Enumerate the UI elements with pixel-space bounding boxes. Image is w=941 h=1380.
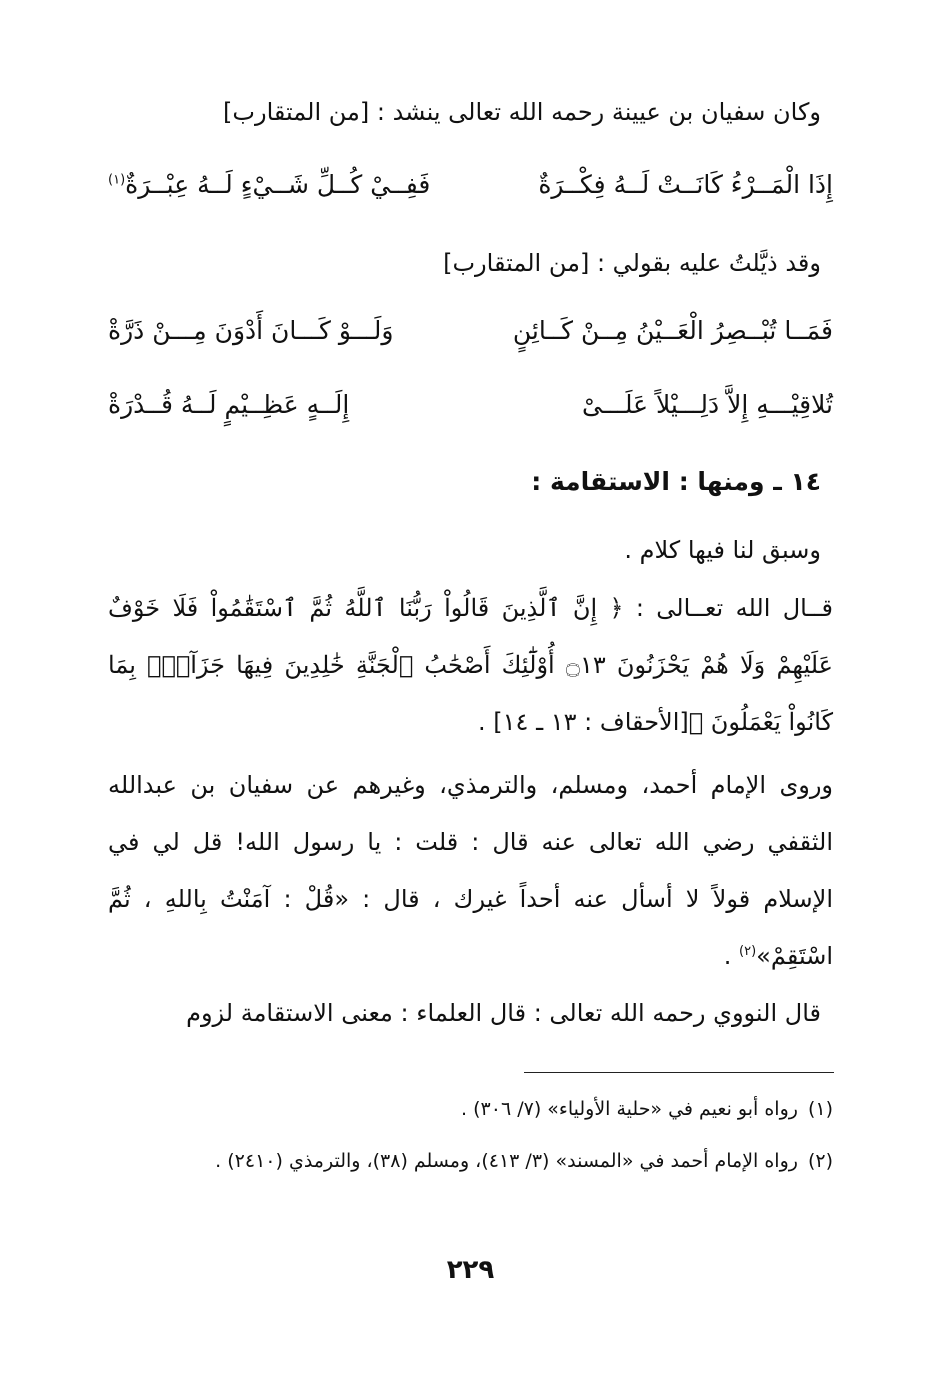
verse-1-first-text: إِذَا الْمَــرْءُ كَانَــتْ لَــهُ فِكْــرَةٌ: [538, 170, 833, 199]
section-heading: ١٤ ـ ومنها : الاستقامة :: [531, 467, 821, 496]
page-number: ٢٢٩: [446, 1255, 495, 1285]
verse-3: [108, 380, 833, 430]
footnote-1-text: رواه أبو نعيم في «حلية الأولياء» (٧/ ٣٠٦) .: [461, 1098, 798, 1120]
verse-2: [108, 306, 833, 356]
hadith-text: وروى الإمام أحمد، ومسلم، والترمذي، وغيرهم عن سفيان بن عبدالله الثقفي رضي الله تعالى عنه قال : قلت : يا رسول الله! قل لي في الإسلام قولاً لا أسأل عنه أحداً غيرك ، قال : «قُلْ : آمَنْتُ بِاللهِ ، ثُمَّ اسْتَقِمْ»: [108, 771, 833, 970]
quran-verse: ﴿ إِنَّ ٱلَّذِينَ قَالُواْ رَبُّنَا ٱللَّهُ ثُمَّ ٱسْتَقَٰمُواْ فَلَا خَوْفٌ عَلَيْهِمْ وَلَا هُمْ يَحْزَنُونَ ۝١٣ أُوْلَٰٓئِكَ أَصْحَٰبُ ٱلْجَنَّةِ خَٰلِدِينَ فِيهَا جَزَآءًۢ بِمَا كَانُواْ يَعْمَلُونَ ﴾: [108, 594, 833, 736]
footnote-marker-1[interactable]: (١): [108, 172, 126, 188]
intro-line: وكان سفيان بن عيينة رحمه الله تعالى ينشد : [من المتقارب]: [223, 98, 821, 126]
nawawi-line: قال النووي رحمه الله تعالى : قال العلماء : معنى الاستقامة لزوم: [186, 999, 821, 1027]
verse-1: [108, 160, 833, 210]
verse-2-second-hemistich: وَلَـــوْ كَـــانَ أَدْوَنَ مِـــنْ ذَرَّةْ: [108, 316, 394, 345]
verse-1-second-text: فَفِــيْ كُــلِّ شَــيْءٍ لَــهُ عِبْــرَةٌ: [125, 170, 431, 199]
prior-note: وسبق لنا فيها كلام .: [624, 536, 821, 564]
verse-1-second-hemistich: [108, 160, 430, 210]
verse-2-first-hemistich: فَمَــا تُبْــصِرُ الْعَــيْنُ مِــنْ كَــائِنٍ: [512, 316, 833, 345]
footnote-2: [108, 1138, 833, 1184]
hadith-paragraph: [108, 757, 833, 985]
footnote-2-text: رواه الإمام أحمد في «المسند» (٣/ ٤١٣)، ومسلم (٣٨)، والترمذي (٢٤١٠) .: [215, 1150, 798, 1172]
quran-reference: [الأحقاف : ١٣ ـ ١٤] .: [478, 708, 689, 736]
quran-lead: قــال الله تعــالى :: [623, 594, 833, 622]
footnote-1-number: (١): [807, 1098, 833, 1120]
verse-3-first-hemistich: تُلاقِيْـــهِ إِلاَّ دَلِـــيْلاً عَلَـــىْ: [582, 390, 833, 419]
addendum-line: وقد ذيَّلتُ عليه بقولي : [من المتقارب]: [443, 249, 821, 277]
quran-paragraph: [108, 580, 833, 751]
verse-3-second-hemistich: إِلَــهٍ عَظِــيْمٍ لَــهُ قُــدْرَةْ: [108, 390, 350, 419]
footnote-marker-2[interactable]: (٢): [739, 944, 757, 959]
footnote-1: [108, 1086, 833, 1132]
footnote-separator: [524, 1072, 834, 1073]
hadith-end: .: [723, 942, 740, 970]
footnote-2-number: (٢): [807, 1150, 833, 1172]
verse-1-first-hemistich: [538, 160, 833, 210]
